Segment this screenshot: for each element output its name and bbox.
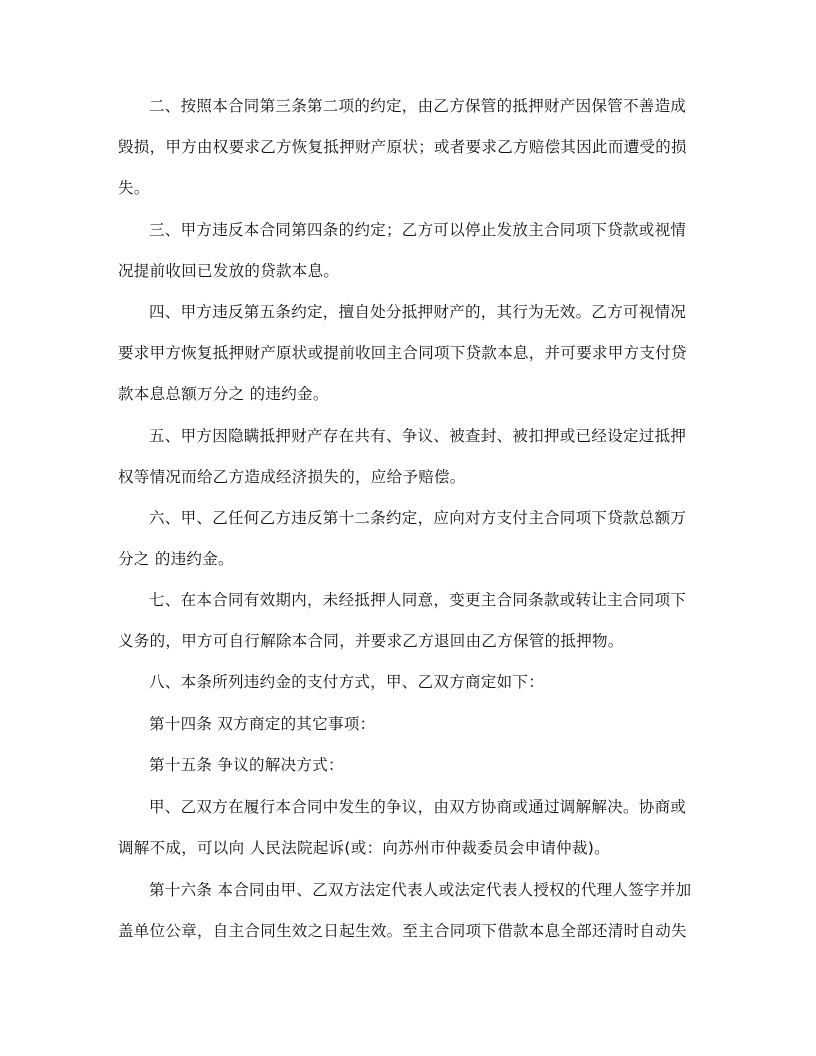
text-line: 三、甲方违反本合同第四条的约定；乙方可以停止发放主合同项下贷款或视情 [149, 221, 687, 239]
article-15-body [118, 787, 703, 869]
text-line: 要求甲方恢复抵押财产原状或提前收回主合同项下贷款本息，并可要求甲方支付贷 [118, 344, 687, 362]
text-line: 第十四条 双方商定的其它事项： [149, 715, 376, 733]
text-line: 六、甲、乙任何乙方违反第十二条约定，应向对方支付主合同项下贷款总额万 [149, 509, 687, 527]
text-line: 失。 [118, 179, 150, 197]
text-line: 甲、乙双方在履行本合同中发生的争议，由双方协商或通过调解解决。协商或 [149, 798, 687, 816]
article-14-heading [118, 704, 703, 745]
paragraph-clause-8 [118, 662, 703, 703]
article-16-body [118, 870, 703, 952]
article-15-heading [118, 745, 703, 786]
text-line: 五、甲方因隐瞒抵押财产存在共有、争议、被查封、被扣押或已经设定过抵押 [149, 427, 687, 445]
text-line: 款本息总额万分之 的违约金。 [118, 385, 329, 403]
text-line: 七、在本合同有效期内，未经抵押人同意，变更主合同条款或转让主合同项下 [149, 591, 687, 609]
text-line: 八、本条所列违约金的支付方式，甲、乙双方商定如下： [149, 673, 545, 691]
text-line: 四、甲方违反第五条约定，擅自处分抵押财产的，其行为无效。乙方可视情况 [149, 303, 687, 321]
text-line: 第十六条 本合同由甲、乙双方法定代表人或法定代表人授权的代理人签字并加 [149, 881, 692, 899]
text-line: 权等情况而给乙方造成经济损失的，应给予赔偿。 [118, 468, 466, 486]
paragraph-clause-4 [118, 292, 703, 415]
text-line: 盖单位公章，自主合同生效之日起生效。至主合同项下借款本息全部还清时自动失 [118, 922, 687, 940]
paragraph-clause-3 [118, 210, 703, 292]
paragraph-clause-7 [118, 580, 703, 662]
paragraph-clause-2 [118, 86, 703, 209]
text-line: 调解不成，可以向 人民法院起诉(或：向苏州市仲裁委员会申请仲裁)。 [118, 839, 610, 857]
text-line: 二、按照本合同第三条第二项的约定，由乙方保管的抵押财产因保管不善造成 [149, 97, 687, 115]
text-line: 分之 的违约金。 [118, 550, 234, 568]
paragraph-clause-5 [118, 416, 703, 498]
paragraph-clause-6 [118, 498, 703, 580]
text-line: 义务的，甲方可自行解除本合同，并要求乙方退回由乙方保管的抵押物。 [118, 632, 624, 650]
text-line: 况提前收回已发放的贷款本息。 [118, 262, 340, 280]
text-line: 毁损，甲方由权要求乙方恢复抵押财产原状；或者要求乙方赔偿其因此而遭受的损 [118, 138, 687, 156]
text-line: 第十五条 争议的解决方式： [149, 756, 344, 774]
